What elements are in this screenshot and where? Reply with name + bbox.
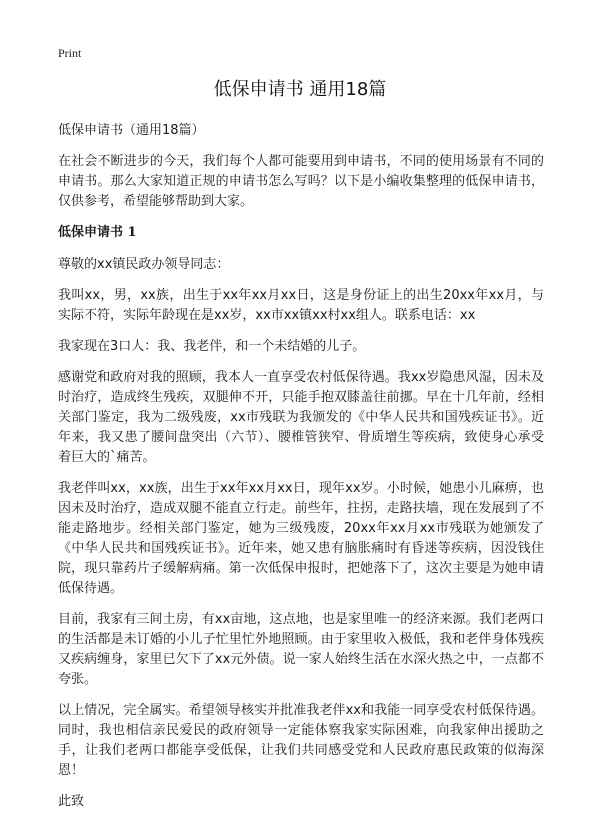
paragraph-request: 以上情况，完全属实。希望领导核实并批准我老伴xx和我能一同享受农村低保待遇。同时，我也相信亲民爱民的政府领导一定能体察我家实际困难，向我家伸出援助之手，让我们老两口都能享受低保，让我们共同感受党和人民政府惠民政策的似海深恩！ bbox=[58, 703, 544, 778]
paragraph-applicant-info: 我叫xx，男，xx族，出生于xx年xx月xx日，这是身份证上的出生20xx年xx月，与实际不符，实际年龄现在是xx岁，xx市xx镇xx村xx组人。联系电话：xx bbox=[58, 288, 544, 323]
document-subtitle: 低保申请书（通用18篇） bbox=[58, 123, 205, 138]
salutation: 尊敬的xx镇民政办领导同志： bbox=[58, 257, 230, 272]
closing-line: 此致 bbox=[58, 794, 85, 809]
paragraph-applicant-health: 感谢党和政府对我的照顾，我本人一直享受农村低保待遇。我xx岁隐患风湿，因未及时治疗，造成终生残疾，双腿伸不开，只能手抱双膝盖往前挪。早在十几年前，经相关部门鉴定，我为二级残废，xx市残联为我颁发的《中华人民共和国残疾证书》。近年来，我又患了腰间盘突出（六节）、腰椎管狭窄、骨质增生等疾病，致使身心承受着巨大的`痛苦。 bbox=[58, 370, 544, 465]
paragraph-household-situation: 目前，我家有三间土房，有xx亩地，这点地，也是家里唯一的经济来源。我们老两口的生活都是未订婚的小儿子忙里忙外地照顾。由于家里收入极低，我和老伴身体残疾又疾病缠身，家里已欠下了xx元外债。说一家人始终生活在水深火热之中，一点都不夸张。 bbox=[58, 612, 544, 687]
section-heading: 低保申请书 1 bbox=[58, 225, 137, 240]
paragraph-spouse-health: 我老伴叫xx，xx族，出生于xx年xx月xx日，现年xx岁。小时候，她患小儿麻痹，也因未及时治疗，造成双腿不能直立行走。前些年，拄拐，走路扶墙，现在发展到了不能走路地步。经相关部门鉴定，她为三级残废，20xx年xx月xx市残联为她颁发了《中华人民共和国残疾证书》。近年来，她又患有脑胀痛时有昏迷等疾病，因没钱住院，现只靠药片子缓解病痛。第一次低保申报时，把她落下了，这次主要是为她申请低保待遇。 bbox=[58, 481, 544, 596]
paragraph-family-members: 我家现在3口人：我、我老伴，和一个未结婚的儿子。 bbox=[58, 339, 366, 354]
intro-paragraph: 在社会不断进步的今天，我们每个人都可能要用到申请书，不同的使用场景有不同的申请书。那么大家知道正规的申请书怎么写吗？以下是小编收集整理的低保申请书，仅供参考，希望能够帮助到大家。 bbox=[58, 154, 544, 209]
print-link[interactable]: Print bbox=[58, 46, 82, 60]
document-title: 低保申请书 通用18篇 bbox=[213, 79, 387, 100]
document-body bbox=[58, 121, 544, 812]
